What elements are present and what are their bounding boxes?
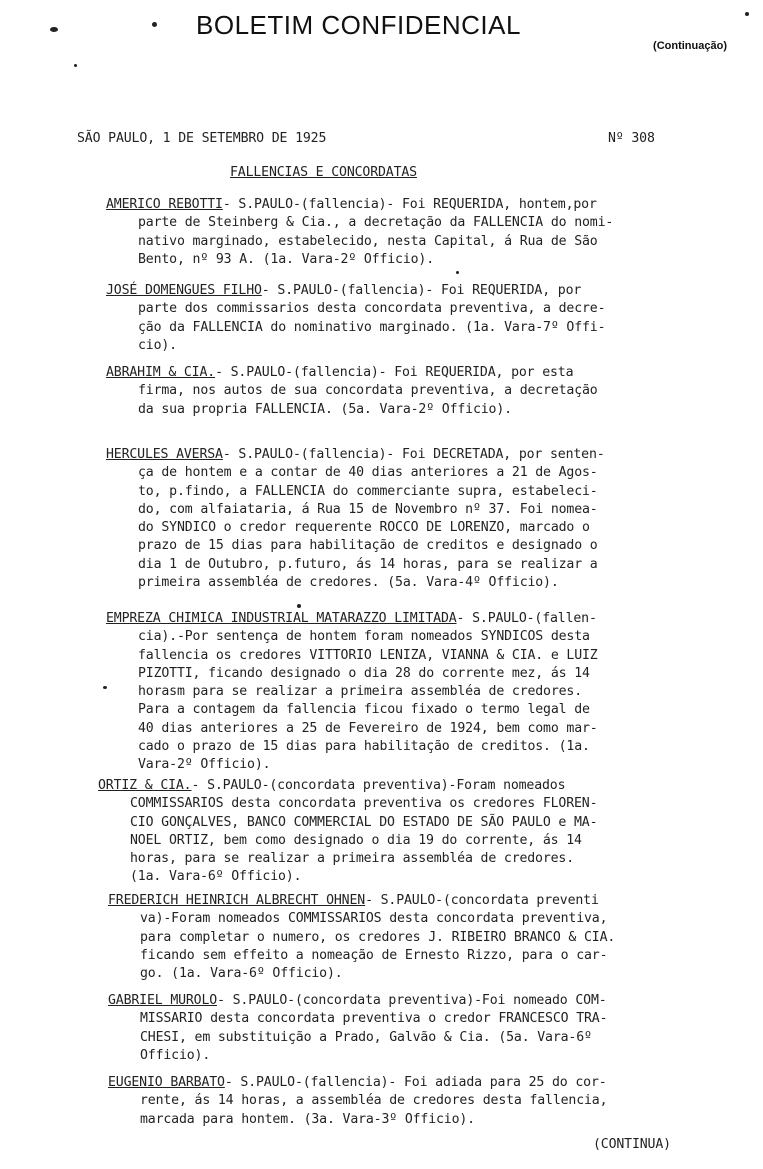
entry-line: to, p.findo, a FALLENCIA do commerciante supra, estabeleci- bbox=[138, 483, 598, 499]
entry-line: nativo marginado, estabelecido, nesta Capital, á Rua de São bbox=[138, 233, 598, 249]
entry-line: - S.PAULO-(fallencia)- Foi REQUERIDA, hontem,por bbox=[222, 197, 597, 212]
scan-speck bbox=[103, 686, 107, 689]
entry-line: COMMISSARIOS desta concordata preventiva os credores FLOREN- bbox=[130, 796, 598, 812]
entry-line: horasm para se realizar a primeira assembléa de credores. bbox=[138, 684, 583, 700]
entry-line: Vara-2º Officio). bbox=[138, 757, 271, 773]
entry-line: NOEL ORTIZ, bem como designado o dia 19 do corrente, ás 14 bbox=[130, 832, 582, 848]
entry-line: CHESI, em substituição a Prado, Galvão & Cia. (5a. Vara-6º bbox=[140, 1029, 592, 1045]
scan-speck bbox=[50, 27, 58, 32]
entry-line: firma, nos autos de sua concordata preventiva, a decretação bbox=[138, 383, 598, 399]
entry-line: da sua propria FALLENCIA. (5a. Vara-2º Officio). bbox=[138, 401, 512, 417]
entry-line: - S.PAULO-(concordata preventi bbox=[365, 893, 599, 908]
entry-line: horas, para se realizar a primeira assembléa de credores. bbox=[130, 851, 575, 867]
entry-line: Para a contagem da fallencia ficou fixado o termo legal de bbox=[138, 702, 590, 718]
entry-line: CIO GONÇALVES, BANCO COMMERCIAL DO ESTADO DE SÃO PAULO e MA- bbox=[130, 814, 598, 830]
entry-line: do SYNDICO o credor requerente ROCCO DE LORENZO, marcado o bbox=[138, 520, 590, 536]
entry-line: - S.PAULO-(fallencia)- Foi DECRETADA, por senten- bbox=[222, 447, 605, 462]
entry-hercules-aversa bbox=[106, 446, 726, 592]
bulletin-number: Nº 308 bbox=[608, 131, 655, 146]
entry-ortiz-cia bbox=[98, 777, 718, 887]
scan-speck bbox=[297, 604, 301, 608]
entry-head: FREDERICH HEINRICH ALBRECHT OHNEN bbox=[108, 893, 366, 908]
entry-line: ficando sem effeito a nomeação de Ernesto Rizzo, para o car- bbox=[140, 947, 608, 963]
entry-line: - S.PAULO-(concordata preventiva)-Foi nomeado COM- bbox=[217, 993, 607, 1008]
entry-line: PIZOTTI, ficando designado o dia 28 do corrente mez, ás 14 bbox=[138, 665, 590, 681]
entry-eugenio-barbato bbox=[108, 1074, 728, 1129]
scan-speck bbox=[74, 64, 77, 67]
entry-line: - S.PAULO-(fallencia)- Foi adiada para 25 do cor- bbox=[224, 1075, 607, 1090]
entry-line: cio). bbox=[138, 337, 177, 353]
entry-line: Officio). bbox=[140, 1047, 211, 1063]
entry-head: GABRIEL MUROLO bbox=[108, 993, 218, 1008]
entry-empreza-chimica bbox=[106, 610, 726, 775]
entry-line: MISSARIO desta concordata preventiva o credor FRANCESCO TRA- bbox=[140, 1011, 608, 1027]
entry-line: go. (1a. Vara-6º Officio). bbox=[140, 966, 343, 982]
entry-line: - S.PAULO-(concordata preventiva)-Foram nomeados bbox=[191, 778, 566, 793]
continuation-label: (Continuação) bbox=[653, 40, 727, 52]
entry-line: para completar o numero, os credores J. RIBEIRO BRANCO & CIA. bbox=[140, 929, 616, 945]
entry-jose-domengues-filho bbox=[106, 282, 726, 355]
entry-line: marcada para hontem. (3a. Vara-3º Officio). bbox=[140, 1111, 475, 1127]
continues-footer: (CONTINUA) bbox=[593, 1137, 671, 1152]
entry-head: HERCULES AVERSA bbox=[106, 447, 223, 462]
entry-line: - S.PAULO-(fallencia)- Foi REQUERIDA, por esta bbox=[215, 365, 574, 380]
entry-line: fallencia os credores VITTORIO LENIZA, VIANNA & CIA. e LUIZ bbox=[138, 647, 598, 663]
entry-head: JOSÉ DOMENGUES FILHO bbox=[106, 283, 262, 298]
entry-line: parte dos commissarios desta concordata preventiva, a decre- bbox=[138, 301, 606, 317]
entry-line: parte de Steinberg & Cia., a decretação da FALLENCIA do nomi- bbox=[138, 215, 614, 231]
entry-head: EUGENIO BARBATO bbox=[108, 1075, 225, 1090]
entry-line: do, com alfaiataria, á Rua 15 de Novembro nº 37. Foi nomea- bbox=[138, 501, 598, 517]
entry-line: va)-Foram nomeados COMMISSARIOS desta concordata preventiva, bbox=[140, 911, 608, 927]
entry-head: EMPREZA CHIMICA INDUSTRIAL MATARAZZO LIMITADA bbox=[106, 611, 457, 626]
scan-speck bbox=[152, 22, 157, 27]
dateline: SÃO PAULO, 1 DE SETEMBRO DE 1925 bbox=[77, 131, 327, 146]
entry-line: primeira assembléa de credores. (5a. Vara-4º Officio). bbox=[138, 575, 559, 591]
entry-gabriel-murolo bbox=[108, 992, 728, 1065]
entry-line: Bento, nº 93 A. (1a. Vara-2º Officio). bbox=[138, 251, 435, 267]
entry-head: ABRAHIM & CIA. bbox=[106, 365, 216, 380]
scan-speck bbox=[456, 271, 459, 274]
entry-abrahim-cia bbox=[106, 364, 726, 419]
entry-americo-rebotti bbox=[106, 196, 726, 269]
entry-line: ção da FALLENCIA do nominativo marginado. (1a. Vara-7º Offi- bbox=[138, 319, 606, 335]
entry-line: dia 1 de Outubro, p.futuro, ás 14 horas, para se realizar a bbox=[138, 556, 598, 572]
masthead: BOLETIM CONFIDENCIAL bbox=[196, 10, 521, 40]
entry-line: prazo de 15 dias para habilitação de creditos e designado o bbox=[138, 538, 598, 554]
entry-line: cia).-Por sentença de hontem foram nomeados SYNDICOS desta bbox=[138, 629, 590, 645]
entry-line: cado o prazo de 15 dias para habilitação de creditos. (1a. bbox=[138, 739, 590, 755]
section-title: FALLENCIAS E CONCORDATAS bbox=[230, 165, 417, 180]
entry-line: ça de hontem e a contar de 40 dias anteriores a 21 de Agos- bbox=[138, 465, 598, 481]
entry-head: AMERICO REBOTTI bbox=[106, 197, 223, 212]
entry-head: ORTIZ & CIA. bbox=[98, 778, 192, 793]
entry-line: rente, ás 14 horas, a assembléa de credores desta fallencia, bbox=[140, 1093, 608, 1109]
entry-line: (1a. Vara-6º Officio). bbox=[130, 869, 302, 885]
entry-line: - S.PAULO-(fallen- bbox=[456, 611, 597, 626]
entry-frederich-ohnen bbox=[108, 892, 728, 983]
entry-line: 40 dias anteriores a 25 de Fevereiro de 1924, bem como mar- bbox=[138, 720, 598, 736]
entry-line: - S.PAULO-(fallencia)- Foi REQUERIDA, por bbox=[261, 283, 582, 298]
scan-speck bbox=[745, 12, 749, 16]
